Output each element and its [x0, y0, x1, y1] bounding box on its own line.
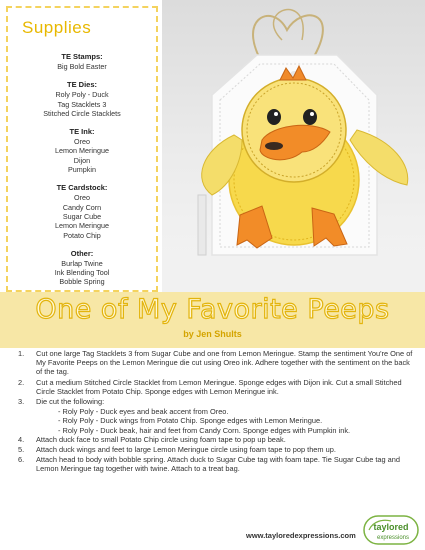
supply-item: Burlap Twine [61, 258, 103, 268]
supply-group-stamps [8, 52, 156, 71]
supply-item: Bobble Spring [59, 277, 105, 287]
supplies-panel [6, 6, 158, 292]
supply-item: Potato Chip [63, 230, 101, 240]
website-link[interactable]: www.tayloredexpressions.com [246, 531, 356, 540]
svg-text:expressions: expressions [376, 535, 410, 541]
svg-text:taylored: taylored [373, 522, 409, 532]
supply-item: Ink Blending Tool [54, 268, 110, 278]
supply-group-heading: TE Stamps: [61, 52, 103, 61]
step-text: Attach head to body with bobble spring. Attach duck to Sugar Cube tag with foam tape. Tie Sugar Cube tag and Lemon Meringue tag together with twine. Attach to a treat bag. [36, 455, 401, 474]
beak-accent [265, 142, 283, 150]
duck-tag-illustration [162, 0, 425, 292]
instruction-step [18, 378, 413, 396]
step-text: Cut a medium Stitched Circle Stacklet from Lemon Meringue. Sponge edges with Dijon ink. Cut a small Stitched Circle Stacklet from Potato Chip. Sponge edges with Lemon Meringue ink. [36, 377, 402, 396]
supply-item: Big Bold Easter [57, 62, 107, 71]
instruction-substep: - Roly Poly - Duck beak, hair and feet from Candy Corn. Sponge edges with Pumpkin ink. [58, 425, 351, 435]
step-text: Attach duck face to small Potato Chip circle using foam tape to pop up beak. [36, 434, 286, 444]
supply-item: Lemon Meringue [55, 146, 109, 156]
supply-group-cardstock [8, 183, 156, 239]
logo-graphic [363, 515, 419, 545]
instruction-substep: - Roly Poly - Duck eyes and beak accent from Oreo. [58, 407, 229, 417]
instruction-substep: - Roly Poly - Duck wings from Potato Chip. Sponge edges with Lemon Meringue. [58, 416, 323, 426]
supplies-title: Supplies [22, 18, 92, 37]
shelf [162, 250, 425, 292]
supply-group-heading: Other: [70, 248, 94, 258]
project-title: One of My Favorite Peeps [35, 294, 390, 325]
supply-item: Roly Poly - Duck [55, 90, 109, 100]
supplies-list [8, 52, 156, 296]
duck-eye-left [267, 109, 281, 125]
supply-group-dies [8, 80, 156, 118]
step-number: 6. [18, 455, 25, 465]
instruction-step [18, 397, 413, 406]
supply-group-other [8, 249, 156, 287]
supply-group-heading: TE Ink: [69, 127, 95, 137]
stand-left [198, 195, 206, 255]
step-text: Die cut the following: [36, 397, 105, 407]
supply-item: Candy Corn [62, 202, 102, 212]
twine-loop [274, 10, 304, 40]
instruction-step [18, 349, 413, 377]
instruction-step [18, 445, 413, 454]
step-text: Attach duck wings and feet to large Lemon Meringue circle using foam tape to pop them up. [36, 445, 336, 455]
supply-item: Oreo [74, 137, 90, 147]
supply-item: Tag Stacklets 3 [57, 99, 107, 109]
step-text: Cut one large Tag Stacklets 3 from Sugar Cube and one from Lemon Meringue. Stamp the sentiment You're One of My Favorite Peeps on the Lemon Meringue die cut using Oreo ink. Adhere together with the sentiment on the back of the tag. [36, 349, 413, 377]
project-author: by Jen Shults [183, 329, 242, 339]
step-number: 3. [18, 397, 25, 407]
instruction-step [18, 455, 413, 473]
supply-group-ink [8, 127, 156, 174]
supply-item: Lemon Meringue [55, 221, 109, 231]
supply-item: Dijon [73, 155, 91, 165]
supply-item: Sugar Cube [62, 211, 102, 221]
step-number: 2. [18, 377, 25, 387]
instructions-list [18, 349, 413, 475]
taylored-expressions-logo [363, 515, 419, 545]
supply-item: Stitched Circle Stacklets [43, 108, 121, 118]
step-number: 5. [18, 445, 25, 455]
eye-shine-right [310, 112, 314, 116]
step-number: 4. [18, 434, 25, 444]
project-photo [162, 0, 425, 292]
duck-eye-right [303, 109, 317, 125]
eye-shine-left [274, 112, 278, 116]
instruction-step [18, 435, 413, 444]
supply-item: Oreo [74, 193, 90, 203]
supply-group-heading: TE Cardstock: [56, 183, 108, 193]
step-number: 1. [18, 349, 25, 358]
supply-item: Pumpkin [68, 165, 96, 175]
supply-group-heading: TE Dies: [66, 80, 97, 90]
